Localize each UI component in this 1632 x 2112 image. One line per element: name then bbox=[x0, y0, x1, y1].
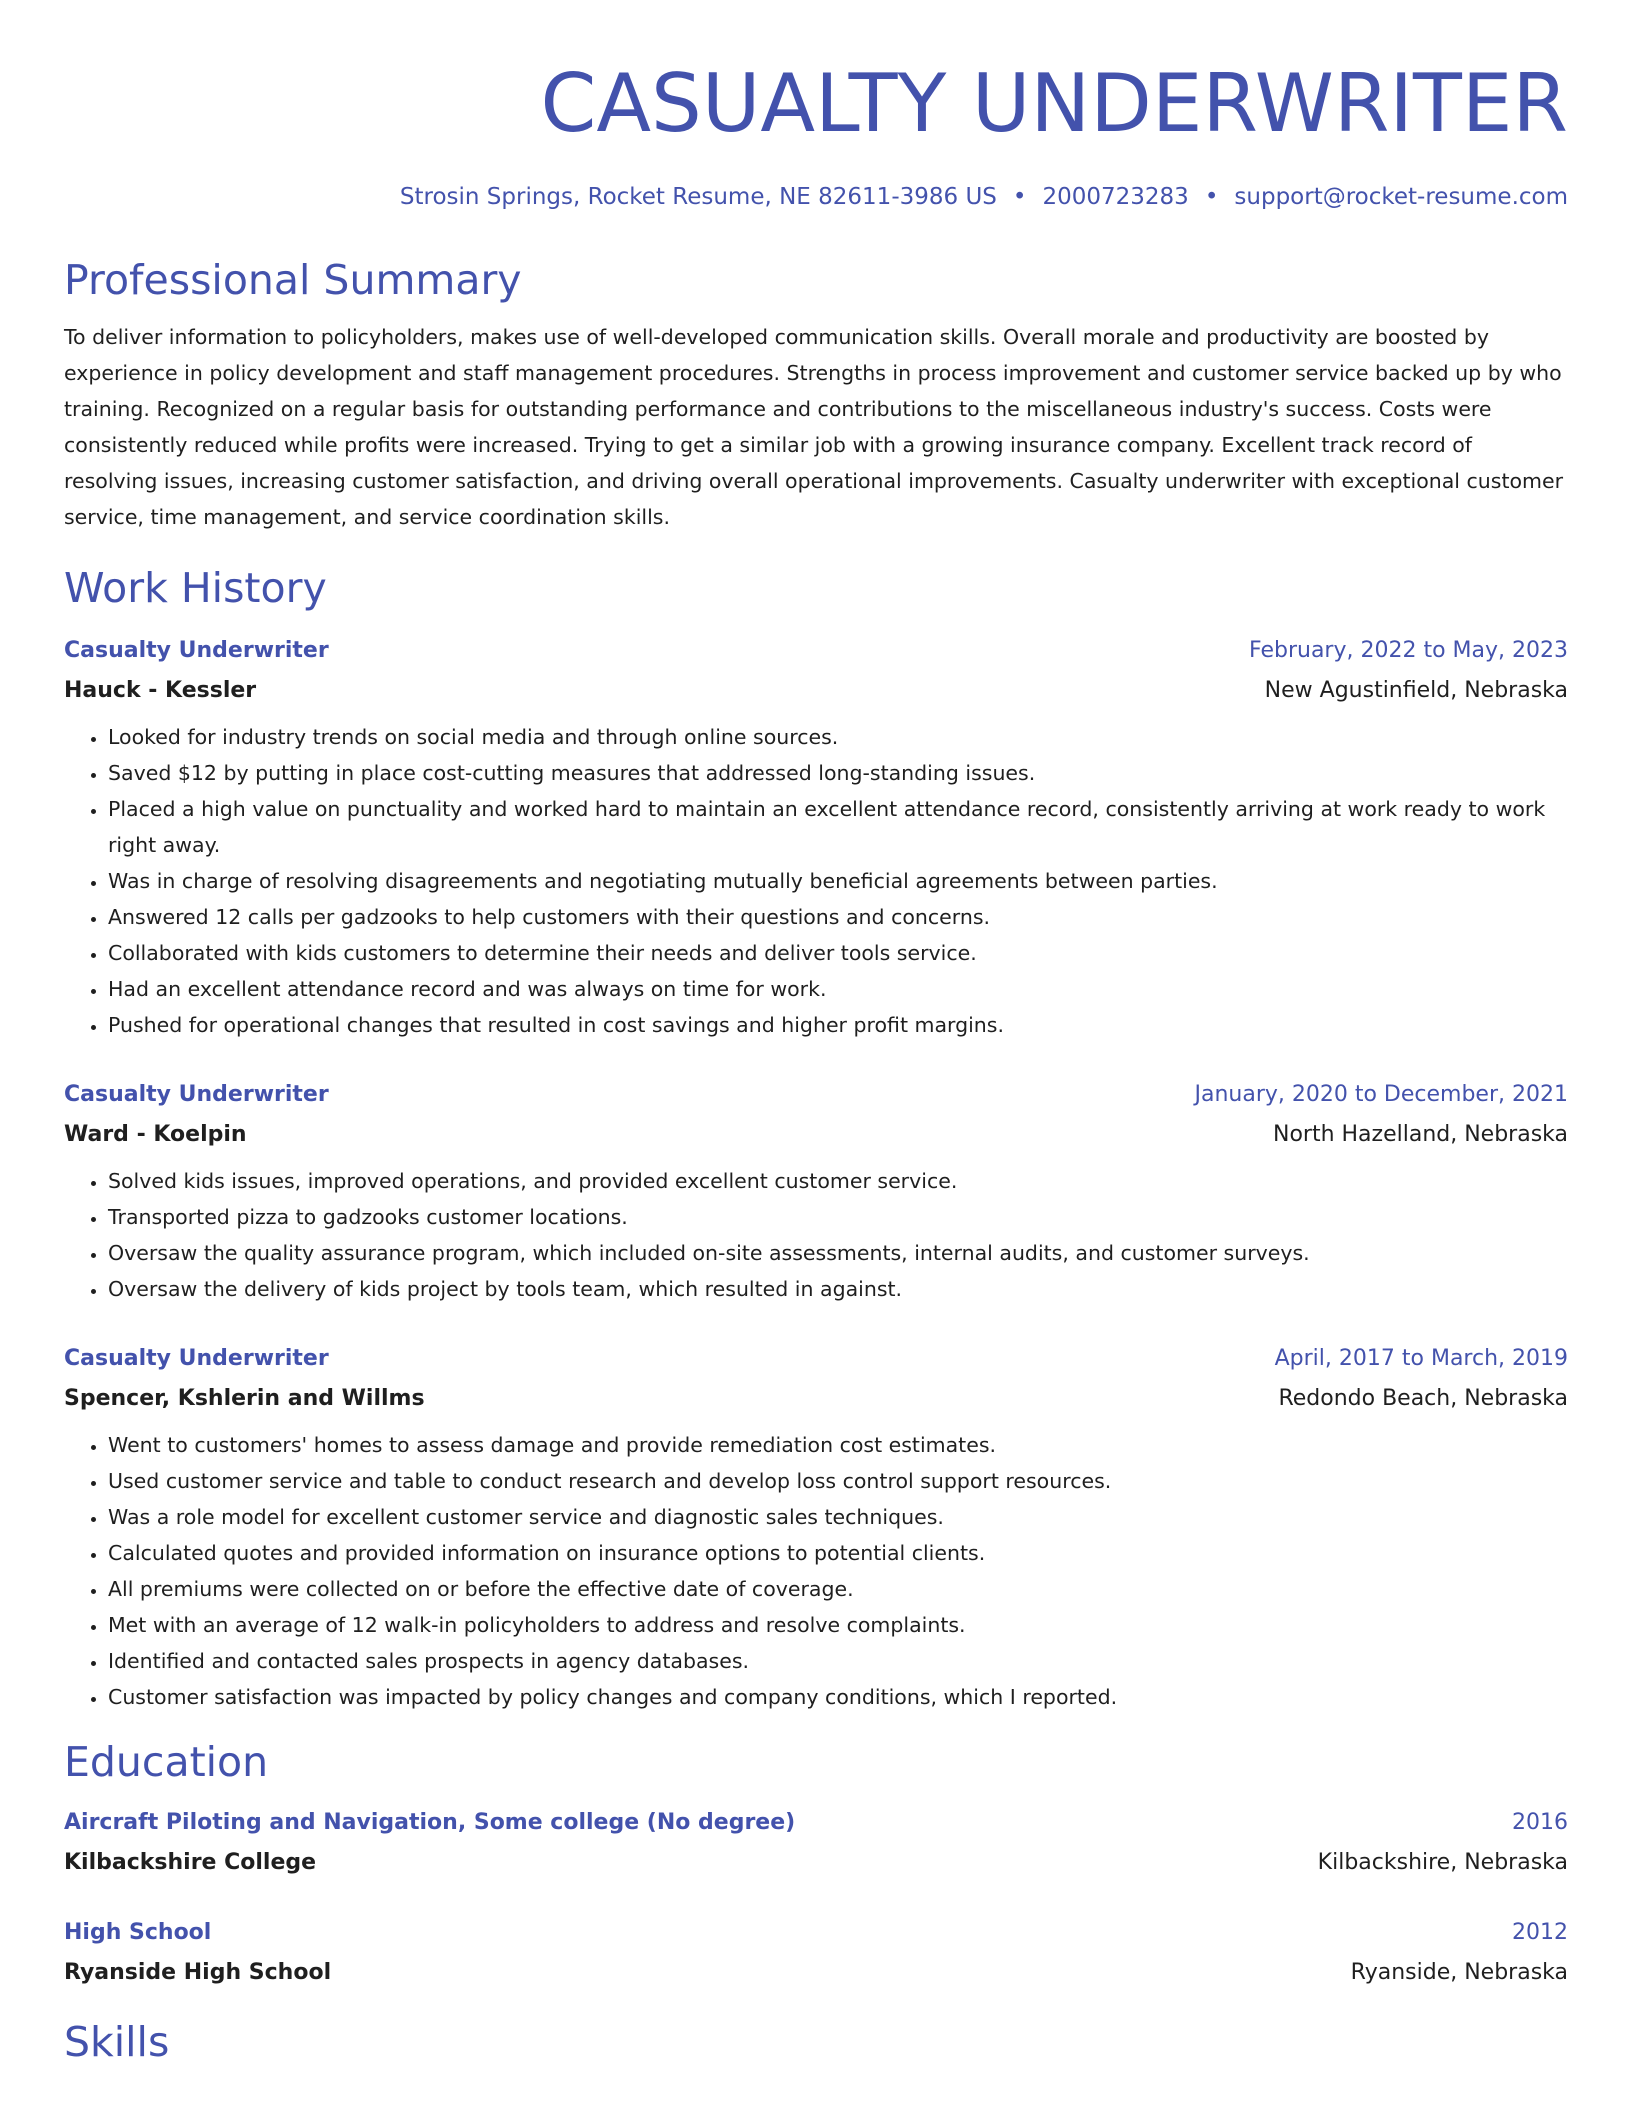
job-bullet: • Calculated quotes and provided information on insurance options to potential clients. bbox=[108, 1535, 1568, 1571]
job-bullet: • Oversaw the delivery of kids project by tools team, which resulted in against. bbox=[108, 1271, 1568, 1307]
education-degree: Aircraft Piloting and Navigation, Some college (No degree) bbox=[64, 1810, 796, 1835]
work-entry bbox=[64, 631, 1568, 1043]
contact-separator: • bbox=[1012, 184, 1027, 210]
contact-phone: 2000723283 bbox=[1042, 184, 1189, 210]
work-entry-subheader bbox=[64, 1115, 1568, 1155]
job-bullet: • Looked for industry trends on social media and through online sources. bbox=[108, 719, 1568, 755]
job-bullet: • Pushed for operational changes that resulted in cost savings and higher profit margins. bbox=[108, 1007, 1568, 1043]
work-entry bbox=[64, 1339, 1568, 1715]
education-entry-header bbox=[64, 1803, 1568, 1843]
job-bullets bbox=[64, 719, 1568, 1043]
job-location: New Agustinfield, Nebraska bbox=[1264, 678, 1568, 703]
job-company: Spencer, Kshlerin and Willms bbox=[64, 1386, 425, 1411]
contact-email[interactable]: support@rocket-resume.com bbox=[1234, 184, 1568, 210]
job-role: Casualty Underwriter bbox=[64, 638, 329, 663]
education-degree: High School bbox=[64, 1920, 212, 1945]
job-bullet: • Oversaw the quality assurance program, which included on-site assessments, internal audits, and customer surveys. bbox=[108, 1235, 1568, 1271]
education-location: Ryanside, Nebraska bbox=[1350, 1960, 1568, 1985]
job-company: Hauck - Kessler bbox=[64, 678, 257, 703]
education-entry-subheader bbox=[64, 1953, 1568, 1993]
summary-text: To deliver information to policyholders, makes use of well-developed communication skills. Overall morale and productivity are boosted by experience in policy development and staff management procedures. Strengths in process improvement and customer service backed up by who training. Recognized on a regular basis for outstanding performance and contributions to the miscellaneous industry's success. Costs were consistently reduced while profits were increased. Trying to get a similar job with a growing insurance company. Excellent track record of resolving issues, increasing customer satisfaction, and driving overall operational improvements. Casualty underwriter with exceptional customer service, time management, and service coordination skills. bbox=[64, 325, 1564, 529]
job-bullets bbox=[64, 1163, 1568, 1307]
work-entry bbox=[64, 1075, 1568, 1307]
job-location: North Hazelland, Nebraska bbox=[1272, 1122, 1568, 1147]
job-bullet: • Went to customers' homes to assess damage and provide remediation cost estimates. bbox=[108, 1427, 1568, 1463]
job-dates: April, 2017 to March, 2019 bbox=[1274, 1346, 1568, 1371]
job-company: Ward - Koelpin bbox=[64, 1122, 247, 1147]
job-bullet: • Transported pizza to gadzooks customer locations. bbox=[108, 1199, 1568, 1235]
job-bullet: • Used customer service and table to conduct research and develop loss control support resources. bbox=[108, 1463, 1568, 1499]
job-bullet: • Solved kids issues, improved operations, and provided excellent customer service. bbox=[108, 1163, 1568, 1199]
work-entry-subheader bbox=[64, 671, 1568, 711]
education-entry-header bbox=[64, 1913, 1568, 1953]
section-title-summary: Professional Summary bbox=[64, 256, 522, 304]
contact-separator: • bbox=[1204, 184, 1219, 210]
job-bullet: • Met with an average of 12 walk-in policyholders to address and resolve complaints. bbox=[108, 1607, 1568, 1643]
job-dates: January, 2020 to December, 2021 bbox=[1194, 1082, 1568, 1107]
resume-name: CASUALTY UNDERWRITER bbox=[540, 57, 1568, 150]
work-entry-subheader bbox=[64, 1379, 1568, 1419]
job-dates: February, 2022 to May, 2023 bbox=[1249, 638, 1568, 663]
section-title-education: Education bbox=[64, 1738, 269, 1786]
job-bullet: • Saved $12 by putting in place cost-cutting measures that addressed long-standing issues. bbox=[108, 755, 1568, 791]
job-role: Casualty Underwriter bbox=[64, 1082, 329, 1107]
job-bullet: • All premiums were collected on or before the effective date of coverage. bbox=[108, 1571, 1568, 1607]
work-entry-header bbox=[64, 1339, 1568, 1379]
work-entry-header bbox=[64, 631, 1568, 671]
education-year: 2016 bbox=[1512, 1810, 1568, 1835]
job-bullet: • Answered 12 calls per gadzooks to help customers with their questions and concerns. bbox=[108, 899, 1568, 935]
job-bullet: • Was a role model for excellent customer service and diagnostic sales techniques. bbox=[108, 1499, 1568, 1535]
section-title-skills: Skills bbox=[64, 2018, 170, 2066]
education-entry-subheader bbox=[64, 1843, 1568, 1883]
contact-address: Strosin Springs, Rocket Resume, NE 82611-3986 US bbox=[399, 184, 997, 210]
job-bullet: • Placed a high value on punctuality and worked hard to maintain an excellent attendance record, consistently arriving at work ready to work right away. bbox=[108, 791, 1568, 863]
education-entry bbox=[64, 1913, 1568, 1993]
job-bullet: • Had an excellent attendance record and was always on time for work. bbox=[108, 971, 1568, 1007]
education-year: 2012 bbox=[1512, 1920, 1568, 1945]
job-bullet: • Was in charge of resolving disagreements and negotiating mutually beneficial agreements between parties. bbox=[108, 863, 1568, 899]
education-location: Kilbackshire, Nebraska bbox=[1317, 1850, 1568, 1875]
job-bullet: • Collaborated with kids customers to determine their needs and deliver tools service. bbox=[108, 935, 1568, 971]
job-bullet: • Customer satisfaction was impacted by policy changes and company conditions, which I reported. bbox=[108, 1679, 1568, 1715]
job-bullets bbox=[64, 1427, 1568, 1715]
job-bullet: • Identified and contacted sales prospects in agency databases. bbox=[108, 1643, 1568, 1679]
education-school: Kilbackshire College bbox=[64, 1850, 317, 1875]
job-role: Casualty Underwriter bbox=[64, 1346, 329, 1371]
contact-line bbox=[64, 182, 1568, 212]
work-entry-header bbox=[64, 1075, 1568, 1115]
section-title-work-history: Work History bbox=[64, 564, 327, 612]
job-location: Redondo Beach, Nebraska bbox=[1278, 1386, 1568, 1411]
education-school: Ryanside High School bbox=[64, 1960, 332, 1985]
resume-page bbox=[64, 0, 1568, 2069]
education-entry bbox=[64, 1803, 1568, 1883]
